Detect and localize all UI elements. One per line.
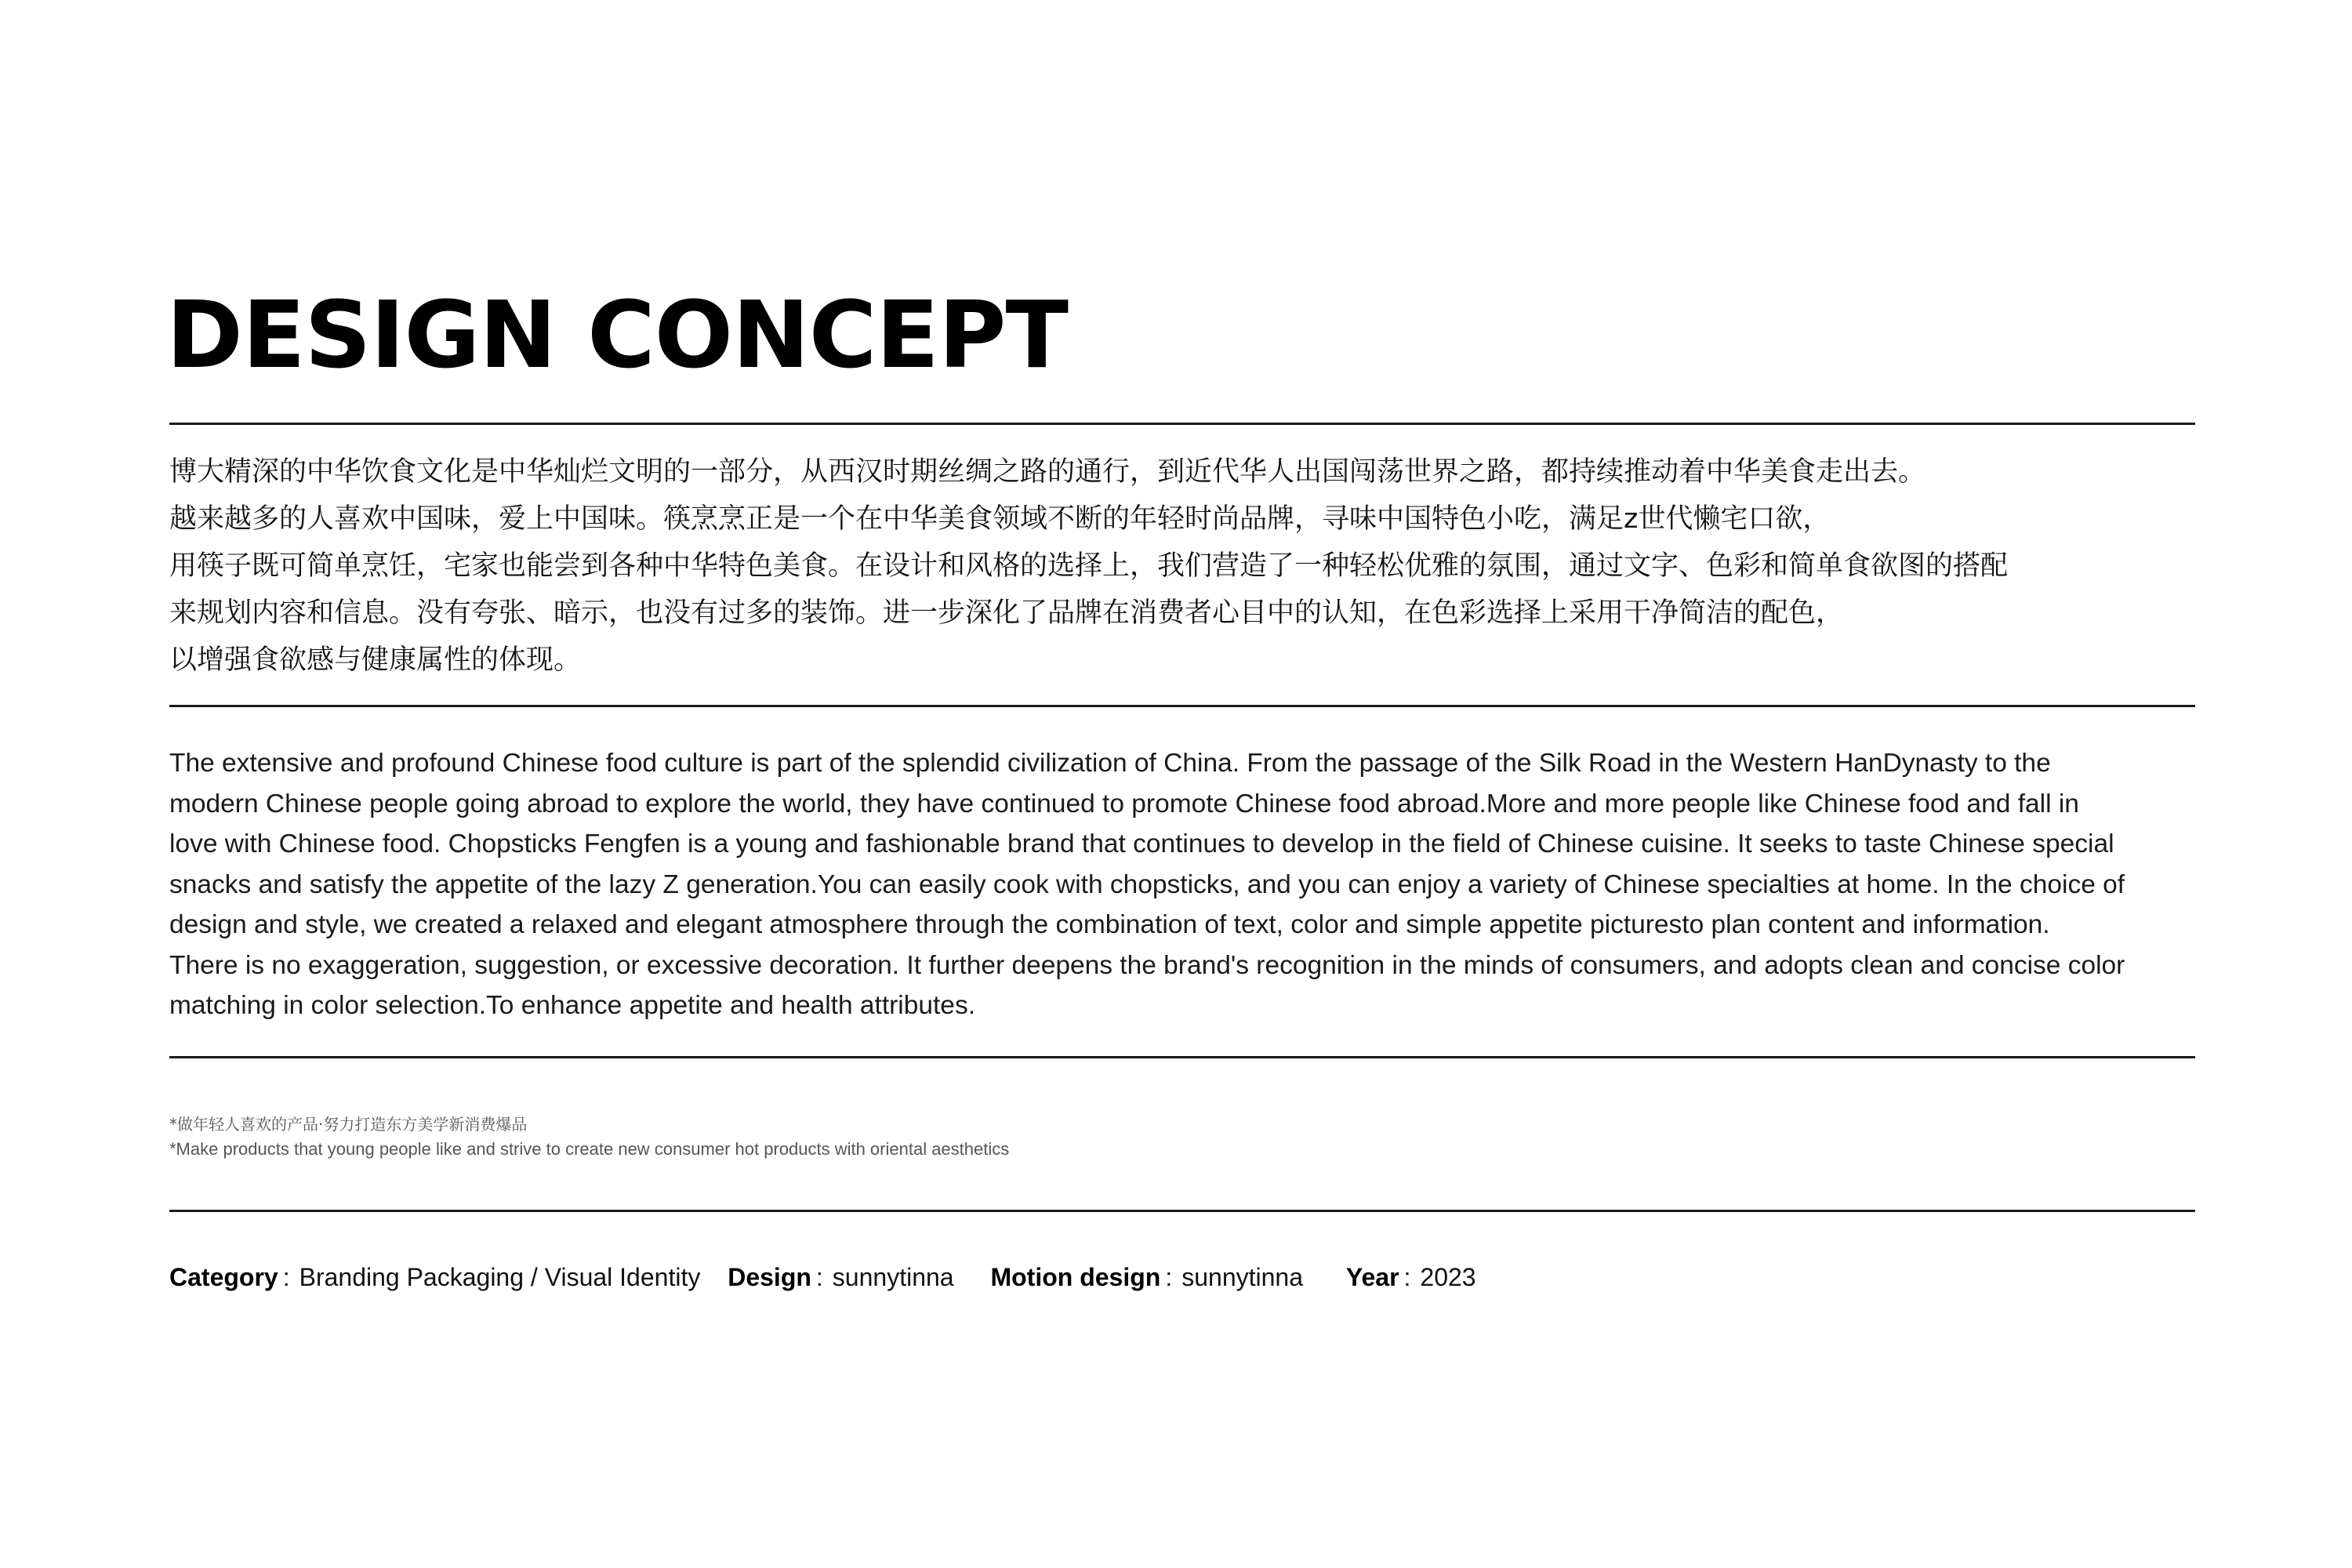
english-line: matching in color selection.To enhance appetite and health attributes. — [169, 991, 975, 1020]
english-line: modern Chinese people going abroad to explore the world, they have continued to promote Chinese food abroad.More and more people like Chinese food and fall in — [169, 789, 2079, 818]
footnotes — [169, 1112, 2208, 1162]
credit-separator: : — [282, 1263, 290, 1291]
divider-after-chinese — [169, 705, 2195, 707]
credit-label: Year — [1345, 1263, 1399, 1291]
credit-motion-design — [990, 1258, 1303, 1297]
english-description — [169, 743, 2208, 1026]
credits-row — [169, 1258, 1476, 1297]
credit-value: 2023 — [1420, 1263, 1476, 1291]
credit-separator: : — [1403, 1263, 1411, 1291]
english-line: snacks and satisfy the appetite of the lazy Z generation.You can easily cook with chopsticks, and you can enjoy a variety of Chinese specialties at home. In the choice of — [169, 869, 2125, 899]
chinese-description — [169, 448, 2208, 684]
credit-separator: : — [815, 1263, 823, 1291]
chinese-line: 越来越多的人喜欢中国味，爱上中国味。筷烹烹正是一个在中华美食领域不断的年轻时尚品牌，寻味中国特色小吃，满足z世代懒宅口欲， — [169, 503, 1831, 535]
credit-label: Design — [728, 1263, 811, 1291]
credit-value: sunnytinna — [1181, 1263, 1303, 1291]
english-line: There is no exaggeration, suggestion, or excessive decoration. It further deepens the brand's recognition in the minds of consumers, and adopts clean and concise color — [169, 950, 2125, 980]
chinese-line: 来规划内容和信息。没有夸张、暗示，也没有过多的装饰。进一步深化了品牌在消费者心目中的认知，在色彩选择上采用干净简洁的配色， — [169, 597, 1844, 629]
credit-category — [169, 1258, 700, 1297]
credit-separator: : — [1165, 1263, 1173, 1291]
credit-label: Motion design — [990, 1263, 1161, 1291]
credit-year — [1346, 1258, 1476, 1297]
chinese-line: 以增强食欲感与健康属性的体现。 — [169, 644, 582, 676]
chinese-line: 博大精深的中华饮食文化是中华灿烂文明的一部分，从西汉时期丝绸之路的通行，到近代华人出国闯荡世界之路，都持续推动着中华美食走出去。 — [169, 456, 1926, 488]
divider-after-english — [169, 1056, 2195, 1058]
credit-value: sunnytinna — [832, 1263, 954, 1291]
credit-design — [728, 1258, 953, 1297]
english-line: The extensive and profound Chinese food culture is part of the splendid civilization of China. From the passage of the Silk Road in the Western HanDynasty to the — [169, 749, 2051, 778]
footnote-chinese: *做年轻人喜欢的产品·努力打造东方美学新消费爆品 — [169, 1115, 528, 1134]
english-line: love with Chinese food. Chopsticks Fengfen is a young and fashionable brand that continues to develop in the field of Chinese cuisine. It seeks to taste Chinese special — [169, 829, 2114, 858]
divider-top — [169, 423, 2195, 425]
divider-before-credits — [169, 1210, 2195, 1212]
page-title: DESIGN CONCEPT — [166, 281, 1068, 389]
credit-value: Branding Packaging / Visual Identity — [299, 1263, 701, 1291]
chinese-line: 用筷子既可简单烹饪，宅家也能尝到各种中华特色美食。在设计和风格的选择上，我们营造了一种轻松优雅的氛围，通过文字、色彩和简单食欲图的搭配 — [169, 550, 2009, 582]
footnote-english: *Make products that young people like and strive to create new consumer hot products with oriental aesthetics — [169, 1139, 1010, 1159]
credit-label: Category — [169, 1263, 278, 1291]
english-line: design and style, we created a relaxed and elegant atmosphere through the combination of text, color and simple appetite picturesto plan content and information. — [169, 910, 2050, 939]
